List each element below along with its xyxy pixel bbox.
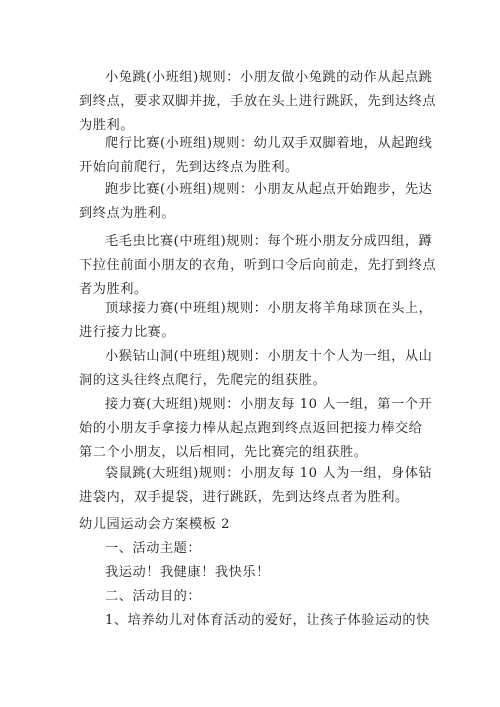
paragraph-line: 小兔跳(小班组)规则：小朋友做小兔跳的动作从起点跳 bbox=[105, 70, 433, 85]
paragraph-line: 进袋内，双手提袋，进行跳跃，先到达终点者为胜利。 bbox=[79, 490, 409, 505]
paragraph-line: 接力赛(大班组)规则：小朋友每 10 人一组，第一个开 bbox=[105, 397, 433, 412]
paragraph-line: 洞的这头往终点爬行，先爬完的组获胜。 bbox=[79, 373, 327, 388]
paragraph-1 bbox=[79, 66, 437, 138]
paragraph-5 bbox=[79, 297, 435, 345]
paragraph-6 bbox=[79, 345, 435, 393]
paragraph-7 bbox=[79, 393, 435, 465]
paragraph-line: 爬行比赛(小班组)规则：幼儿双手双脚着地，从起跑线 bbox=[105, 136, 433, 151]
paragraph-line: 小猴钻山洞(中班组)规则：小朋友十个人为一组，从山 bbox=[105, 349, 433, 364]
item-heading-2: 二、活动目的： bbox=[105, 589, 202, 604]
paragraph-line: 跑步比赛(小班组)规则：小朋友从起点开始跑步，先达 bbox=[105, 182, 433, 197]
paragraph-line: 始的小朋友手拿接力棒从起点跑到终点返回把接力棒交给 bbox=[79, 421, 423, 436]
item-text-2: 1、培养幼儿对体育活动的爱好，让孩子体验运动的快 bbox=[105, 613, 430, 628]
paragraph-8 bbox=[79, 462, 435, 510]
paragraph-line: 开始向前爬行，先到达终点为胜利。 bbox=[79, 160, 299, 175]
paragraph-line: 袋鼠跳(大班组)规则：小朋友每 10 人为一组，身体钻 bbox=[105, 466, 433, 481]
item-heading-1: 一、活动主题： bbox=[105, 541, 202, 556]
paragraph-line: 到终点为胜利。 bbox=[79, 206, 176, 221]
paragraph-line: 毛毛虫比赛(中班组)规则：每个班小朋友分成四组，蹲 bbox=[105, 234, 433, 249]
paragraph-line: 进行接力比赛。 bbox=[79, 325, 176, 340]
section-title: 幼儿园运动会方案模板 2 bbox=[79, 517, 231, 532]
paragraph-line: 为胜利。 bbox=[79, 118, 134, 133]
item-text-1: 我运动！我健康！我快乐！ bbox=[105, 565, 270, 580]
paragraph-line: 下拉住前面小朋友的衣角，听到口令后向前走，先打到终点 bbox=[79, 258, 437, 273]
paragraph-3 bbox=[79, 178, 435, 226]
paragraph-line: 顶球接力赛(中班组)规则：小朋友将羊角球顶在头上， bbox=[105, 301, 433, 316]
paragraph-2 bbox=[79, 132, 435, 180]
paragraph-line: 到终点，要求双脚并拢，手放在头上进行跳跃，先到达终点 bbox=[79, 94, 437, 109]
paragraph-line: 第二个小朋友，以后相同，先比赛完的组获胜。 bbox=[79, 445, 368, 460]
paragraph-line: 者为胜利。 bbox=[79, 282, 148, 297]
paragraph-4 bbox=[79, 230, 437, 302]
